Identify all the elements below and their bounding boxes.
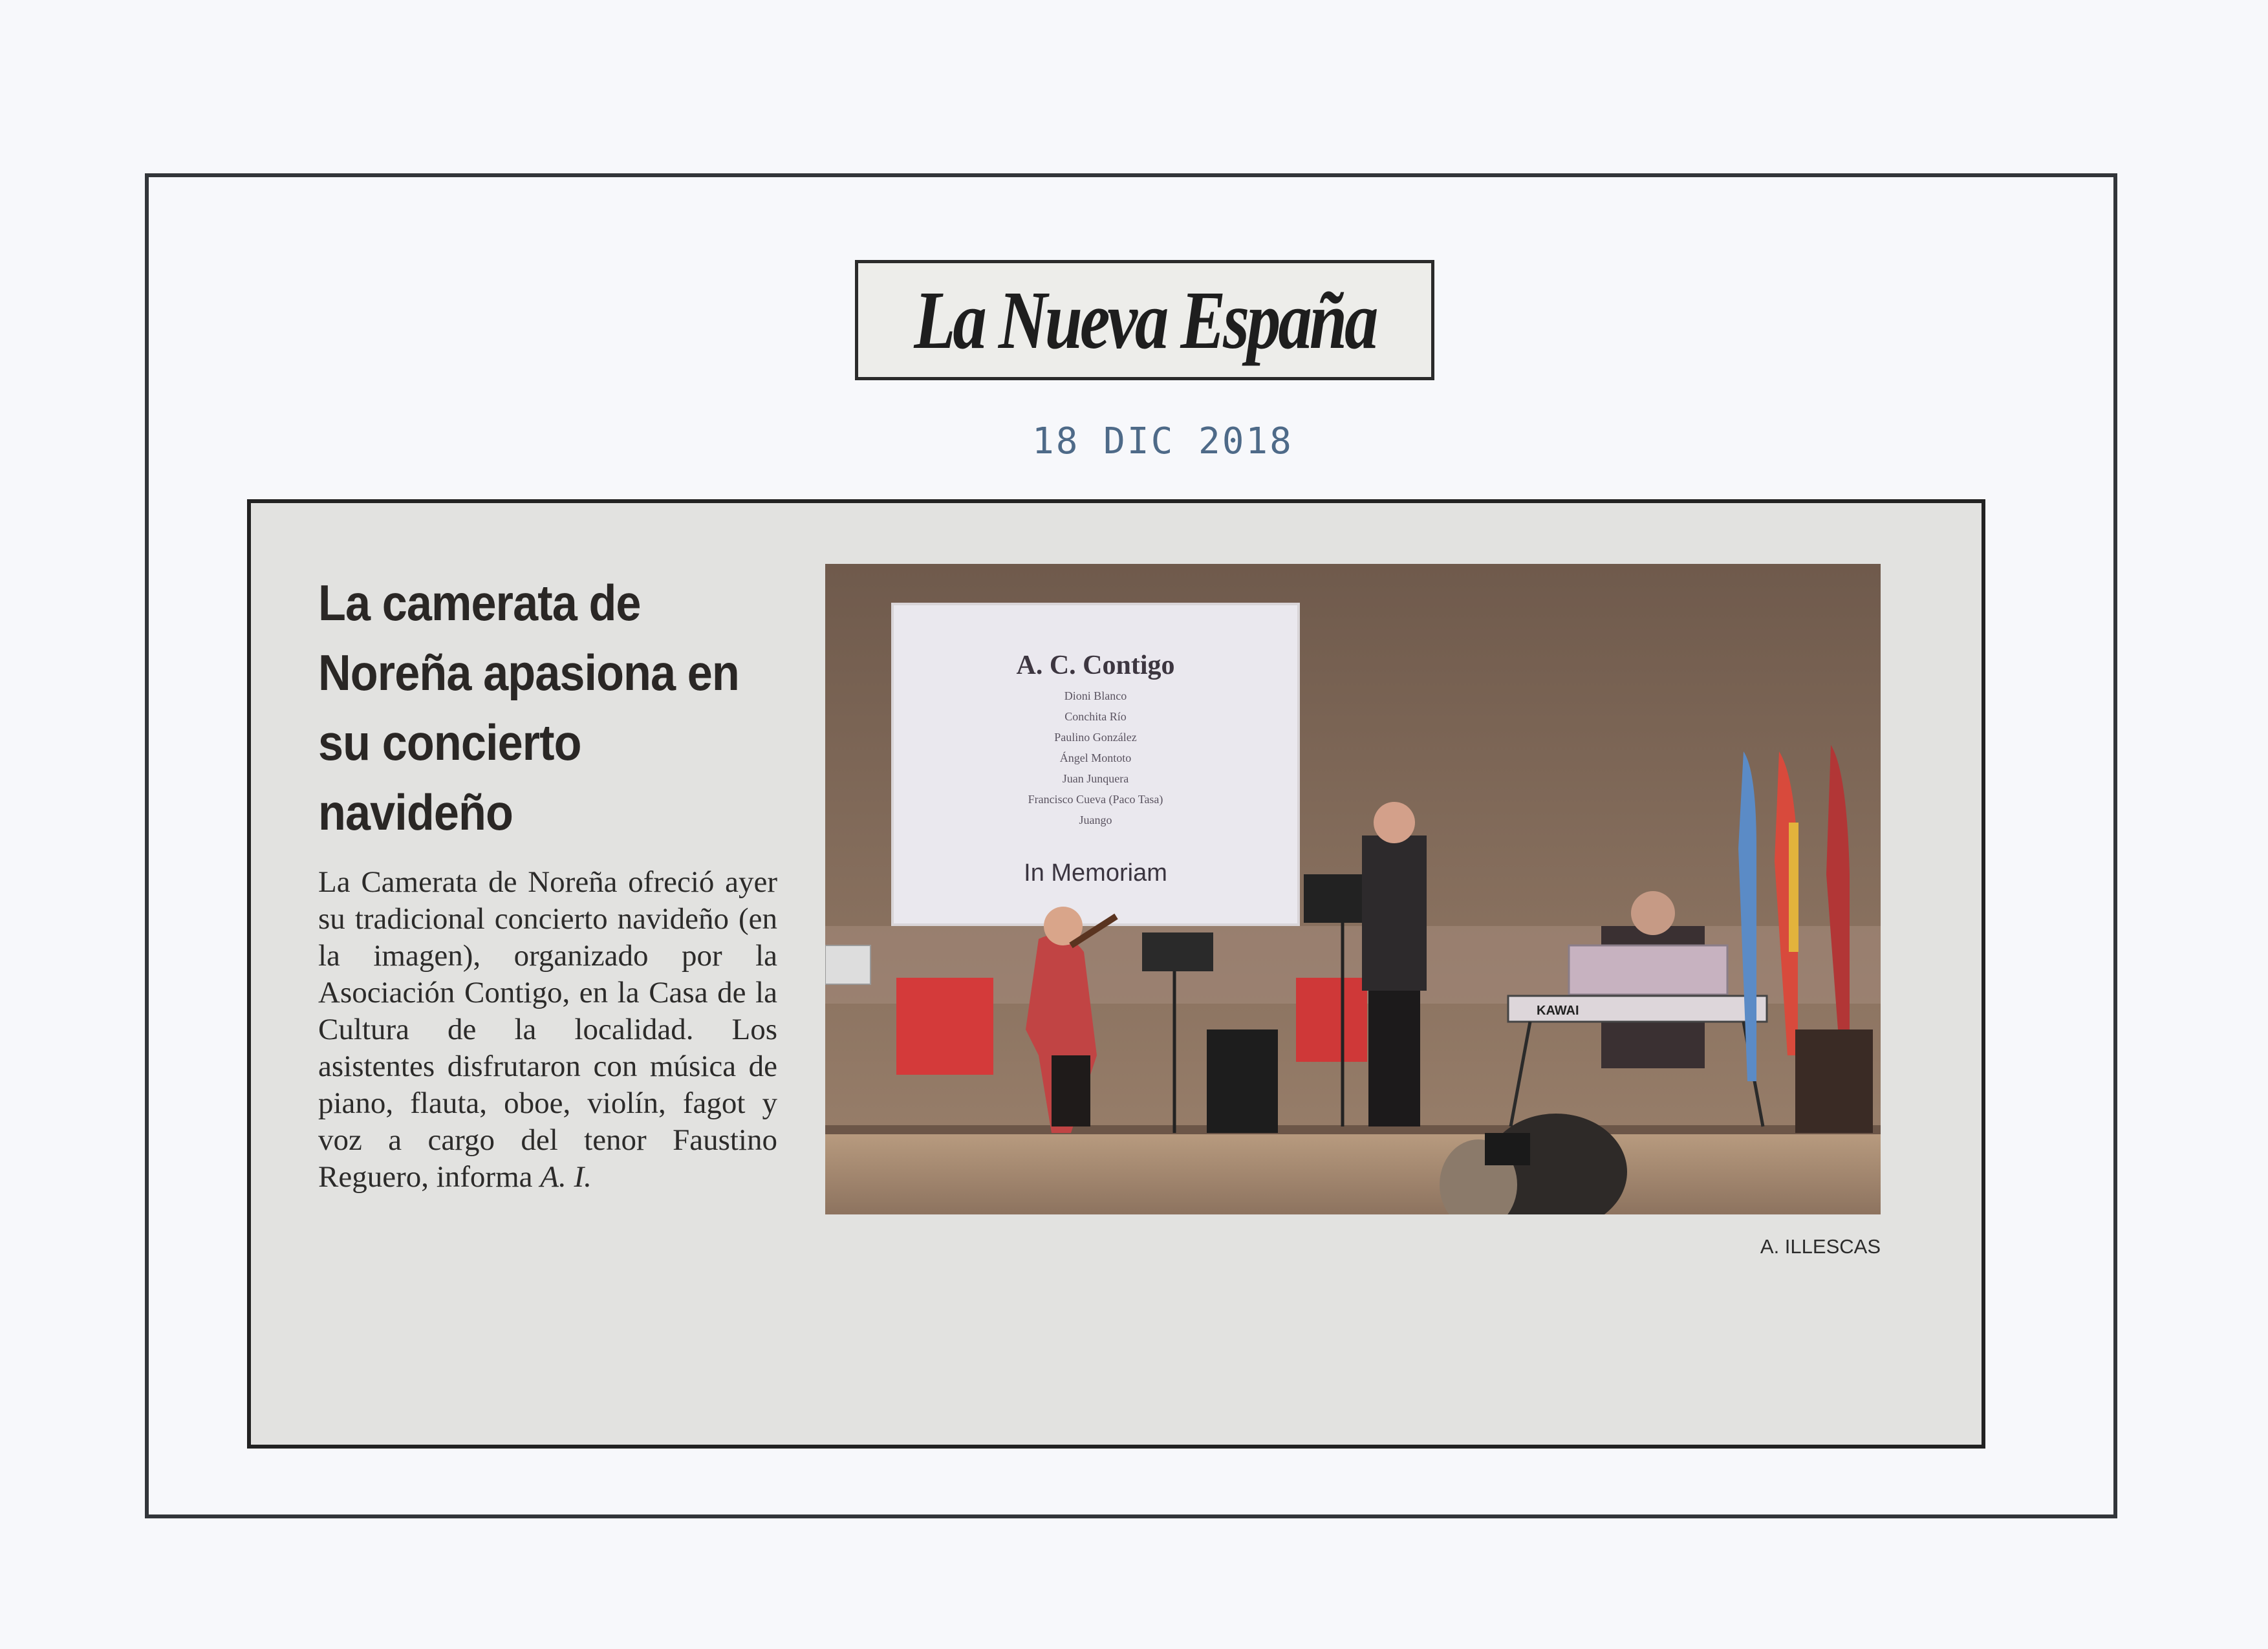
- screen-footer: In Memoriam: [1024, 859, 1167, 887]
- concert-photo: [825, 564, 1881, 1214]
- red-chair: [896, 978, 993, 1075]
- photo-credit: A. ILLESCAS: [1760, 1235, 1881, 1258]
- red-chair: [1296, 978, 1367, 1062]
- stage-edge: [825, 1125, 1881, 1134]
- camera-icon: [1485, 1133, 1530, 1165]
- screen-name: Francisco Cueva (Paco Tasa): [1028, 793, 1163, 806]
- article-author: A. I.: [540, 1160, 592, 1194]
- pianist-head: [1631, 891, 1675, 935]
- screen-name: Dioni Blanco: [1064, 689, 1127, 702]
- stage-floor: [825, 1133, 1881, 1214]
- screen-name: Paulino González: [1054, 731, 1137, 744]
- violinist-legs: [1052, 1055, 1090, 1126]
- newspaper-masthead: [855, 260, 1434, 380]
- tenor-head: [1374, 802, 1415, 843]
- screen-name: Juango: [1079, 814, 1112, 826]
- flag-spain-yellow: [1789, 823, 1798, 952]
- lectern: [1795, 1029, 1873, 1133]
- floor-speaker: [1207, 1029, 1278, 1133]
- tenor-figure: [1362, 835, 1427, 991]
- music-stand: [1142, 932, 1213, 971]
- tenor-legs: [1368, 991, 1420, 1126]
- keyboard-brand: KAWAI: [1537, 1004, 1579, 1018]
- article-body: [318, 864, 777, 1196]
- screen-name: Juan Junquera: [1062, 772, 1129, 785]
- screen-title: A. C. Contigo: [1016, 651, 1175, 680]
- masthead-title: La Nueva España: [913, 274, 1376, 366]
- date-stamp: 18 DIC 2018: [1032, 420, 1293, 462]
- side-music-stand: [825, 945, 870, 984]
- screen-name: Conchita Río: [1064, 710, 1127, 723]
- news-clipping: [247, 499, 1985, 1449]
- keyboard-stand-screen: [1569, 945, 1727, 995]
- article-headline: La camerata de Noreña apasiona en su concierto navideño: [318, 574, 739, 841]
- article-body-text: La Camerata de Noreña ofreció ayer su tradicional concierto navideño (en la imagen), organizado por la Asociación Contigo, en la Casa de la Cultura de la localidad. Los asistentes disfrutaron con música de piano, flauta, oboe, violín, fagot y voz a cargo del tenor Faustino Reguero, informa: [318, 865, 777, 1194]
- concert-photo-illustration: [825, 564, 1881, 1214]
- screen-name: Ángel Montoto: [1059, 751, 1132, 764]
